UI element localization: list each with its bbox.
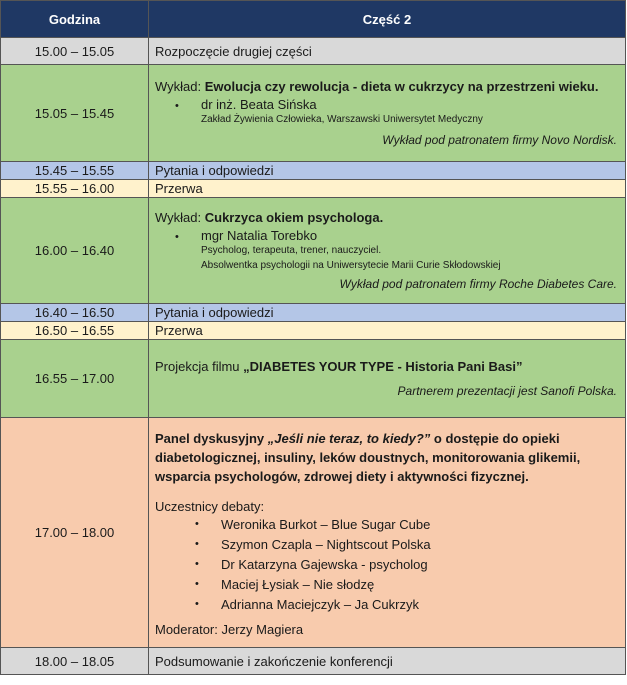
time-cell: 16.50 – 16.55 — [1, 322, 149, 340]
moderator-line: Moderator: Jerzy Magiera — [155, 621, 304, 637]
lecture-title: Ewolucja czy rewolucja - dieta w cukrzycy na przestrzeni wieku. — [204, 79, 599, 94]
speaker-name: dr inż. Beata Sińska — [201, 97, 317, 112]
table-row — [1, 65, 626, 162]
speaker-affiliation: Psycholog, terapeuta, trener, nauczyciel. — [201, 245, 382, 256]
column-header-part: Część 2 — [149, 1, 626, 38]
participant-name: Adrianna Maciejczyk – Ja Cukrzyk — [221, 596, 419, 612]
lecture-prefix: Wykład: — [155, 79, 205, 94]
time-cell: 15.45 – 15.55 — [1, 162, 149, 180]
agenda-item — [149, 65, 626, 162]
participants-list — [175, 515, 617, 614]
list-item — [195, 515, 617, 534]
agenda-item — [149, 198, 626, 304]
table-row — [1, 162, 626, 180]
time-cell: 16.40 – 16.50 — [1, 304, 149, 322]
panel-prefix: Panel dyskusyjny — [155, 430, 268, 446]
film-title-line — [155, 359, 617, 374]
bullet-icon: • — [195, 558, 199, 570]
table-row — [1, 418, 626, 648]
column-header-time: Godzina — [1, 1, 149, 38]
list-item — [195, 595, 617, 614]
bullet-icon: • — [195, 598, 199, 610]
participants-label: Uczestnicy debaty: — [155, 498, 265, 514]
table-row — [1, 340, 626, 418]
time-cell: 18.00 – 18.05 — [1, 648, 149, 675]
list-item — [195, 575, 617, 594]
speaker-affiliation: Absolwentka psychologii na Uniwersytecie Marii Curie Skłodowskiej — [201, 260, 501, 271]
speaker-item — [175, 228, 617, 243]
lecture-title-line — [155, 79, 617, 94]
agenda-item: Przerwa — [149, 322, 626, 340]
lecture-prefix: Wykład: — [155, 210, 205, 225]
speaker-name: mgr Natalia Torebko — [201, 228, 318, 243]
participant-name: Dr Katarzyna Gajewska - psycholog — [221, 556, 428, 572]
table-row — [1, 648, 626, 675]
table-row — [1, 198, 626, 304]
speaker-item — [175, 97, 617, 112]
list-item — [195, 555, 617, 574]
time-cell: 17.00 – 18.00 — [1, 418, 149, 648]
time-cell: 15.00 – 15.05 — [1, 38, 149, 65]
bullet-icon: • — [195, 518, 199, 530]
agenda-item: Pytania i odpowiedzi — [149, 162, 626, 180]
time-cell: 15.05 – 15.45 — [1, 65, 149, 162]
film-prefix: Projekcja filmu — [155, 359, 244, 374]
participant-name: Weronika Burkot – Blue Sugar Cube — [221, 516, 431, 532]
table-row — [1, 38, 626, 65]
agenda-item: Pytania i odpowiedzi — [149, 304, 626, 322]
agenda-item: Podsumowanie i zakończenie konferencji — [149, 648, 626, 675]
table-row — [1, 180, 626, 198]
bullet-icon: • — [195, 578, 199, 590]
table-row — [1, 304, 626, 322]
participant-name: Maciej Łysiak – Nie słodzę — [221, 576, 375, 592]
sponsor-note: Wykład pod patronatem firmy Roche Diabetes Care. — [339, 277, 617, 291]
table-row — [1, 322, 626, 340]
time-cell: 16.55 – 17.00 — [1, 340, 149, 418]
panel-description — [155, 429, 617, 486]
panel-rest: o dostępie do opieki diabetologicznej, insuliny, leków doustnych, monitorowania glikemii, wsparcia psychologów, zdrowej diety i aktywności fizycznej. — [155, 430, 581, 484]
lecture-title-line — [155, 210, 617, 225]
sponsor-note: Wykład pod patronatem firmy Novo Nordisk. — [382, 133, 617, 147]
time-cell: 16.00 – 16.40 — [1, 198, 149, 304]
bullet-icon: • — [175, 231, 179, 243]
table-header-row — [1, 1, 626, 38]
participant-name: Szymon Czapla – Nightscout Polska — [221, 536, 431, 552]
agenda-item — [149, 340, 626, 418]
bullet-icon: • — [195, 538, 199, 550]
sponsor-note: Partnerem prezentacji jest Sanofi Polska. — [397, 384, 617, 398]
agenda-item — [149, 418, 626, 648]
time-cell: 15.55 – 16.00 — [1, 180, 149, 198]
film-title: „DIABETES YOUR TYPE - Historia Pani Basi” — [243, 359, 523, 374]
speaker-affiliation: Zakład Żywienia Człowieka, Warszawski Uniwersytet Medyczny — [201, 114, 483, 125]
lecture-title: Cukrzyca okiem psychologa. — [204, 210, 384, 225]
panel-quote: „Jeśli nie teraz, to kiedy?” — [267, 430, 431, 446]
list-item — [195, 535, 617, 554]
bullet-icon: • — [175, 100, 179, 112]
agenda-item: Przerwa — [149, 180, 626, 198]
agenda-item: Rozpoczęcie drugiej części — [149, 38, 626, 65]
